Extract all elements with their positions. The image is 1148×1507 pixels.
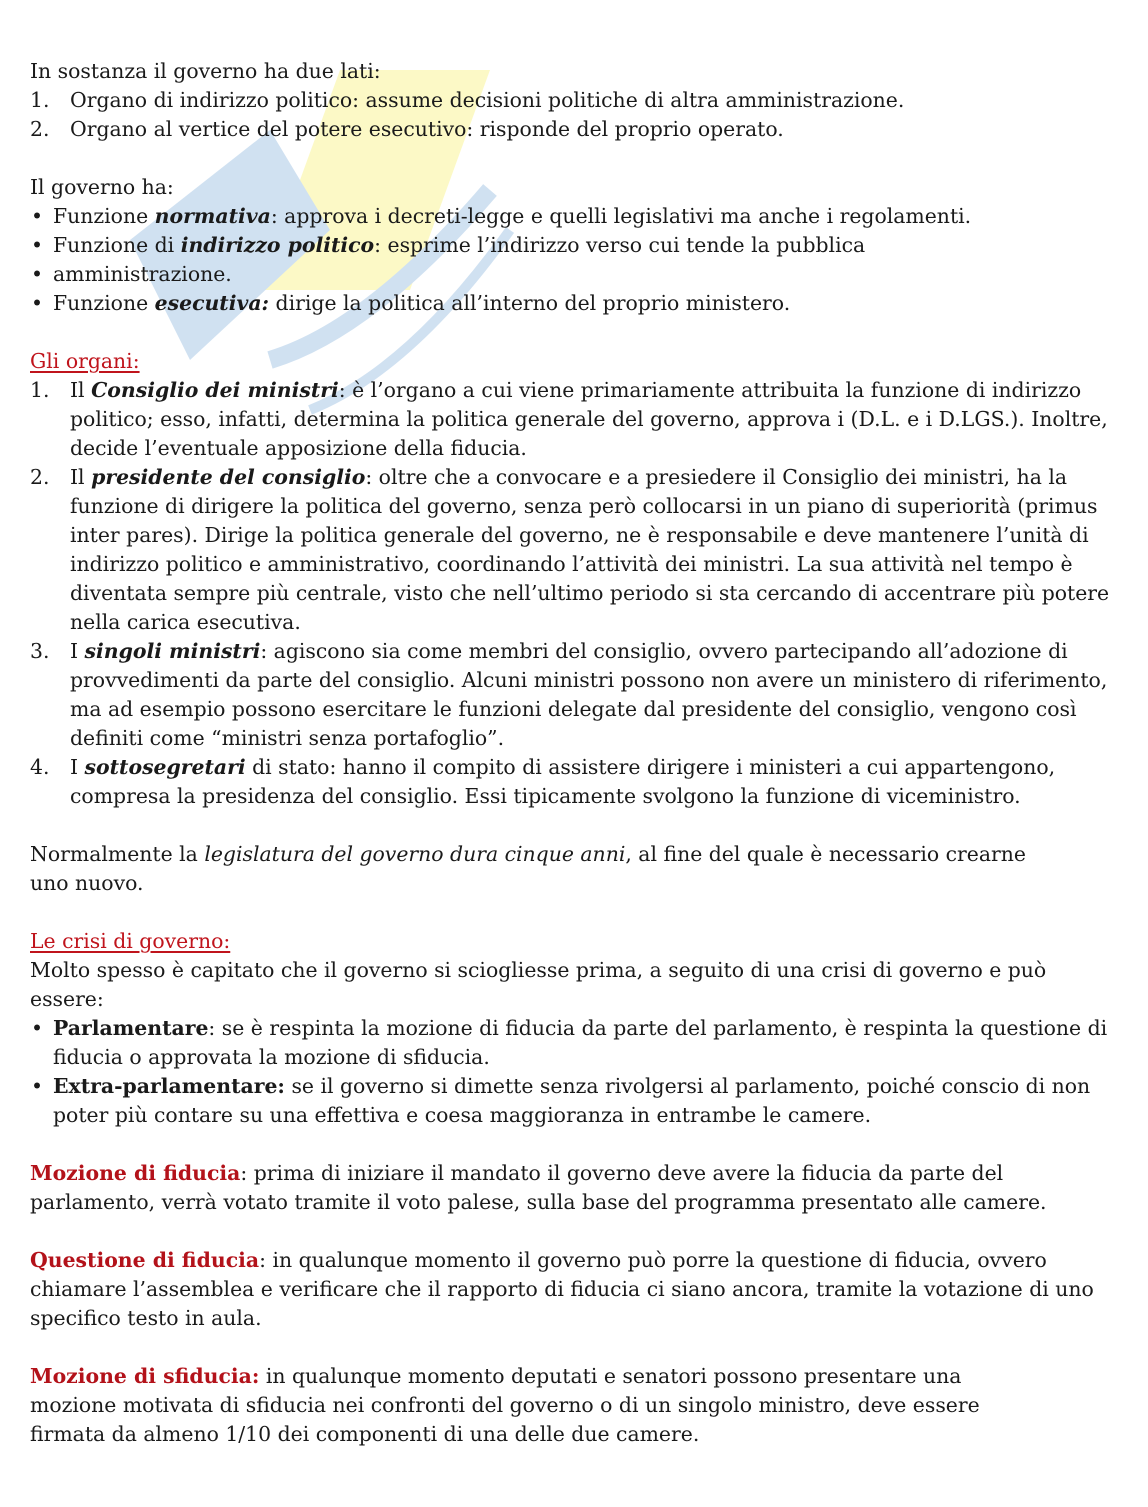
legislatura-paragraph: Normalmente la legislatura del governo dura cinque anni, al fine del quale è necessario crearne uno nuovo.: [30, 842, 1026, 895]
document-page: [30, 57, 1120, 1449]
intro-line: In sostanza il governo ha due lati:: [30, 59, 381, 83]
section-heading-organi: Gli organi:: [30, 349, 140, 373]
list-item: • Funzione esecutiva: dirige la politica all’interno del proprio ministero.: [30, 289, 1120, 318]
list-item: 2. Organo al vertice del potere esecutivo: risponde del proprio operato.: [30, 117, 784, 141]
mozione-sfiducia-paragraph: Mozione di sfiducia: in qualunque momento deputati e senatori possono presentare una mozione motivata di sfiducia nei confronti del governo o di un singolo ministro, deve essere firmata da almeno 1/10 dei componenti di una delle due camere.: [30, 1364, 980, 1446]
list-item: 4. I sottosegretari di stato: hanno il compito di assistere dirigere i ministeri a cui appartengono, compresa la presidenza del consiglio. Essi tipicamente svolgono la funzione di viceministro.: [30, 755, 1056, 808]
list-item: • Parlamentare: se è respinta la mozione di fiducia da parte del parlamento, è respinta la questione di fiducia o approvata la mozione di sfiducia.: [30, 1014, 1120, 1072]
funzioni-line: Il governo ha:: [30, 175, 174, 199]
intro-list: [30, 86, 1120, 144]
list-item: • Funzione normativa: approva i decreti-legge e quelli legislativi ma anche i regolamenti.: [30, 202, 1120, 231]
list-item: • amministrazione.: [30, 260, 1120, 289]
questione-fiducia-paragraph: Questione di fiducia: in qualunque momento il governo può porre la questione di fiducia, ovvero chiamare l’assemblea e verificare che il rapporto di fiducia ci siano ancora, tramite la votazione di uno specifico testo in aula.: [30, 1248, 1094, 1330]
list-item: 3. I singoli ministri: agiscono sia come membri del consiglio, ovvero partecipando all’adozione di provvedimenti da parte del consiglio. Alcuni ministri possono non avere un ministero di riferimento, ma ad esempio possono esercitare le funzioni delegate dal presidente del consiglio, vengono così definiti come “ministri senza portafoglio”.: [30, 639, 1108, 750]
list-item: 1. Organo di indirizzo politico: assume decisioni politiche di altra amministrazione.: [30, 88, 905, 112]
list-item: 1. Il Consiglio dei ministri: è l’organo a cui viene primariamente attribuita la funzione di indirizzo politico; esso, infatti, determina la politica generale del governo, approva i (D.L. e i D.LGS.). Inoltre, decide l’eventuale apposizione della fiducia.: [30, 378, 1108, 460]
crisi-line: Molto spesso è capitato che il governo si sciogliesse prima, a seguito di una crisi di governo e può essere:: [30, 958, 1047, 1011]
section-heading-crisi: Le crisi di governo:: [30, 929, 231, 953]
organi-list: [30, 376, 1120, 811]
mozione-fiducia-paragraph: Mozione di fiducia: prima di iniziare il mandato il governo deve avere la fiducia da parte del parlamento, verrà votato tramite il voto palese, sulla base del programma presentato alle camere.: [30, 1161, 1047, 1214]
list-item: • Extra-parlamentare: se il governo si dimette senza rivolgersi al parlamento, poiché conscio di non poter più contare su una effettiva e coesa maggioranza in entrambe le camere.: [30, 1072, 1120, 1130]
crisi-list: [30, 1014, 1120, 1130]
list-item: • Funzione di indirizzo politico: esprime l’indirizzo verso cui tende la pubblica: [30, 231, 1120, 260]
funzioni-list: [30, 202, 1120, 318]
list-item: 2. Il presidente del consiglio: oltre che a convocare e a presiedere il Consiglio dei ministri, ha la funzione di dirigere la politica del governo, senza però collocarsi in un piano di superiorità (primus inter pares). Dirige la politica generale del governo, ne è responsabile e deve mantenere l’unità di indirizzo politico e amministrativo, coordinando l’attività dei ministri. La sua attività nel tempo è diventata sempre più centrale, visto che nell’ultimo periodo si sta cercando di accentrare più potere nella carica esecutiva.: [30, 465, 1110, 634]
